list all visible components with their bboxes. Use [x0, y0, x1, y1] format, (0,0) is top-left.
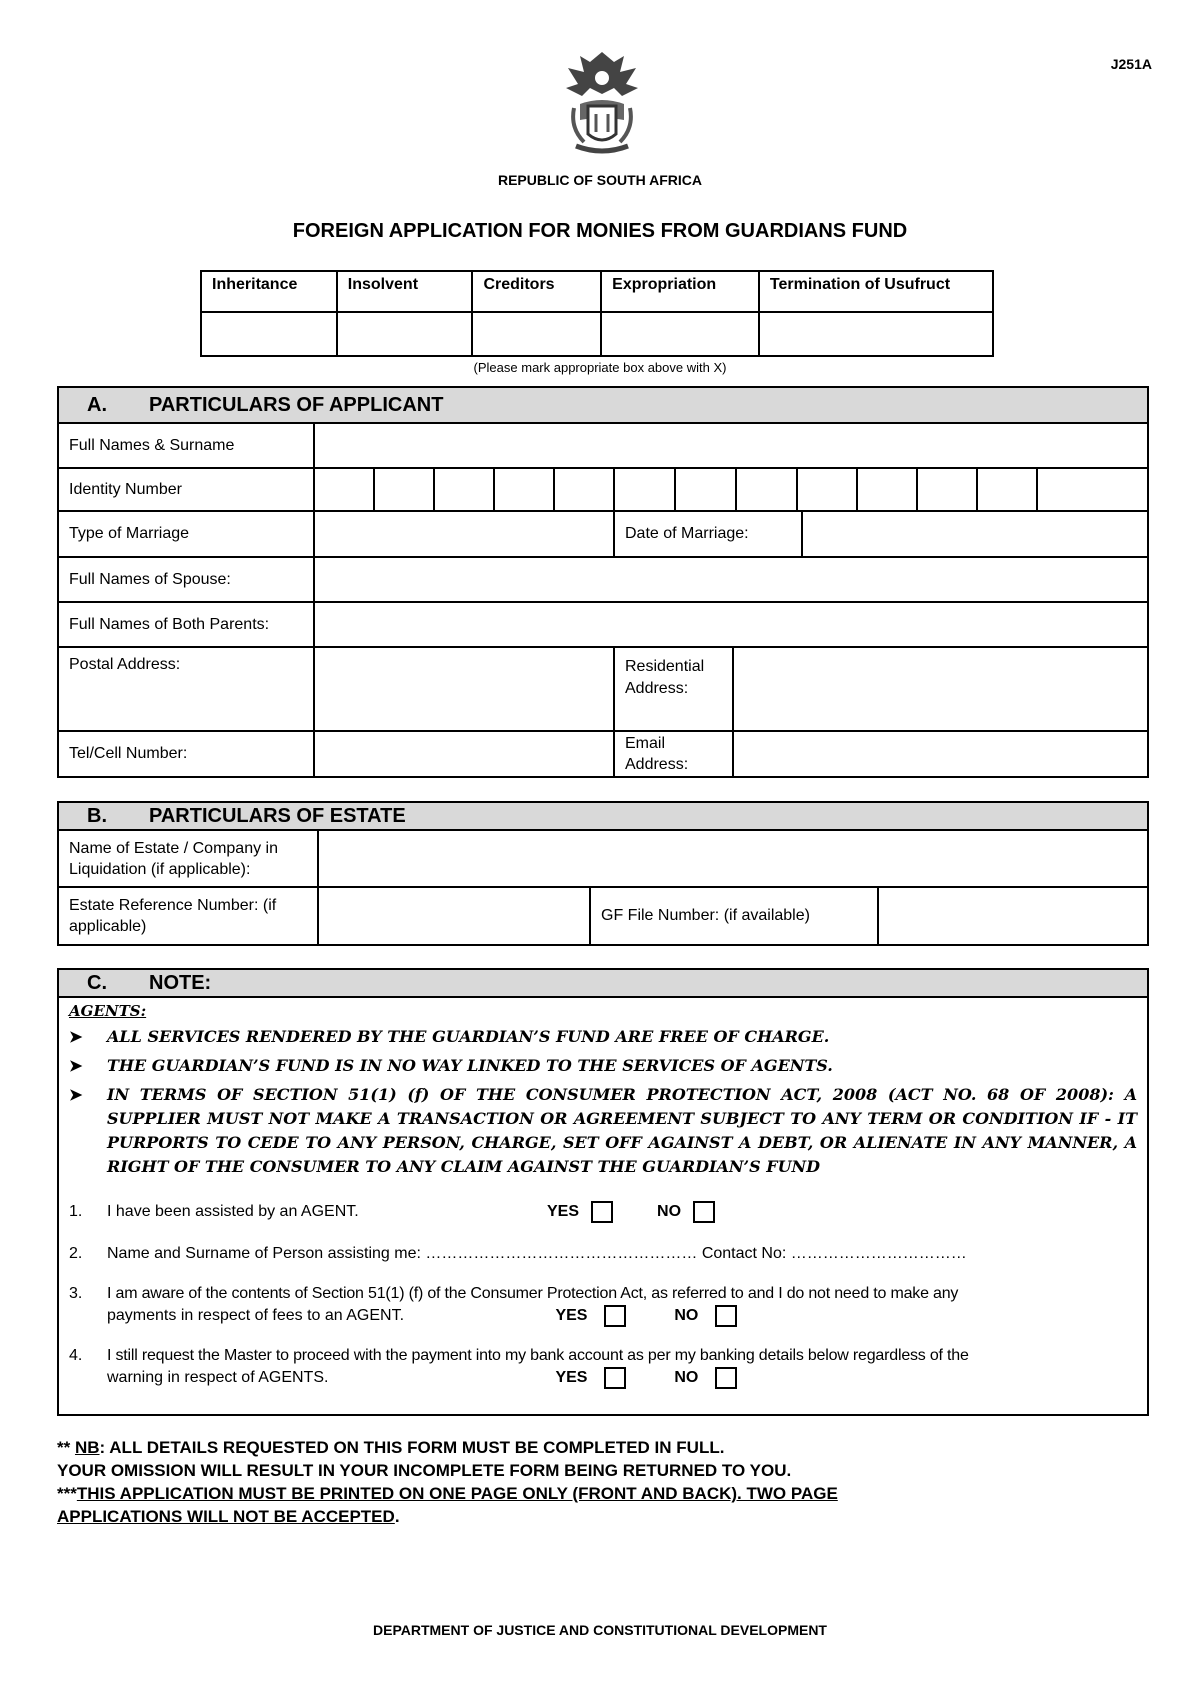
- id-digit-box[interactable]: [375, 469, 435, 510]
- marriage-row: [59, 512, 1147, 558]
- postal-address-label: Postal Address:: [59, 648, 315, 730]
- parents-label: Full Names of Both Parents:: [59, 603, 315, 646]
- question-3: [69, 1283, 1137, 1327]
- id-digit-box[interactable]: [435, 469, 495, 510]
- section-b: [57, 801, 1149, 946]
- question-3-number: 3.: [69, 1285, 83, 1302]
- gf-file-label: GF File Number: (if available): [591, 888, 879, 944]
- q3-yes-checkbox[interactable]: [604, 1305, 626, 1327]
- question-2-text: Name and Surname of Person assisting me: …………………………………………… Contact No: ……………………………: [107, 1245, 967, 1262]
- mark-box-creditors[interactable]: [472, 312, 601, 356]
- spouse-label: Full Names of Spouse:: [59, 558, 315, 601]
- mark-box-expropriation[interactable]: [601, 312, 759, 356]
- id-digit-box[interactable]: [615, 469, 676, 510]
- note-bullet-text: IN TERMS OF SECTION 51(1) (f) OF THE CONSUMER PROTECTION ACT, 2008 (ACT NO. 68 OF 2008): A SUPPLIER MUST NOT MAKE A TRANSACTION OR AGREEMENT SUBJECT TO ANY TERM OR CONDITION IF - IT PURPORTS TO CEDE TO ANY PERSON, CHARGE, SET OFF AGAINST A DEBT, OR ALIENATE IN ANY MANNER, A RIGHT OF THE CONSUMER TO ANY CLAIM AGAINST THE GUARDIAN’S FUND: [107, 1085, 1137, 1176]
- spouse-row: [59, 558, 1147, 603]
- arrow-bullet-icon: ➤: [69, 1056, 83, 1075]
- id-digit-box[interactable]: [918, 469, 978, 510]
- id-digit-box[interactable]: [1038, 469, 1147, 510]
- section-c-title: NOTE:: [149, 971, 212, 994]
- section-b-header: [59, 803, 1147, 831]
- question-1: [69, 1201, 1137, 1223]
- notice-line-3-prefix: ***: [57, 1484, 77, 1503]
- type-of-marriage-field[interactable]: [315, 512, 615, 556]
- mark-box-inheritance[interactable]: [201, 312, 337, 356]
- postal-address-field[interactable]: [315, 648, 615, 730]
- residential-address-label: Residential Address:: [615, 648, 734, 730]
- question-1-text: I have been assisted by an AGENT.: [107, 1203, 359, 1220]
- country-name: REPUBLIC OF SOUTH AFRICA: [497, 172, 703, 188]
- id-digit-box[interactable]: [495, 469, 555, 510]
- address-row: [59, 648, 1147, 732]
- date-of-marriage-label: Date of Marriage:: [615, 512, 803, 556]
- estate-ref-field[interactable]: [319, 888, 591, 944]
- question-4-text-cont: warning in respect of AGENTS.: [107, 1369, 329, 1387]
- notice-line-3: THIS APPLICATION MUST BE PRINTED ON ONE PAGE ONLY (FRONT AND BACK). TWO PAGE: [76, 1484, 838, 1503]
- q1-no-label: NO: [657, 1203, 682, 1220]
- id-digit-box[interactable]: [798, 469, 858, 510]
- note-bullet-text: ALL SERVICES RENDERED BY THE GUARDIAN’S FUND ARE FREE OF CHARGE.: [107, 1027, 830, 1046]
- type-expropriation: Expropriation: [601, 271, 759, 312]
- notice-line-4-end: .: [394, 1507, 400, 1526]
- agents-heading: AGENTS:: [69, 1002, 147, 1020]
- id-digit-box[interactable]: [858, 469, 918, 510]
- question-3-text-cont: payments in respect of fees to an AGENT.: [107, 1307, 405, 1325]
- q3-no-checkbox[interactable]: [715, 1305, 737, 1327]
- id-digit-box[interactable]: [315, 469, 375, 510]
- tel-label: Tel/Cell Number:: [59, 732, 315, 776]
- email-field[interactable]: [734, 732, 1147, 776]
- nb-prefix: **: [57, 1438, 75, 1457]
- mark-box-termination-of-usufruct[interactable]: [759, 312, 993, 356]
- type-insolvent: Insolvent: [337, 271, 473, 312]
- estate-name-field[interactable]: [319, 831, 1147, 886]
- estate-name-label: Name of Estate / Company in Liquidation (if applicable):: [59, 831, 319, 886]
- q1-no-checkbox[interactable]: [693, 1201, 715, 1223]
- section-a-title: PARTICULARS OF APPLICANT: [149, 393, 444, 416]
- contact-row: [59, 732, 1147, 776]
- question-4-number: 4.: [69, 1347, 83, 1365]
- notice-line-2: YOUR OMISSION WILL RESULT IN YOUR INCOMPLETE FORM BEING RETURNED TO YOU.: [57, 1461, 792, 1480]
- note-bullet: [69, 1054, 1137, 1078]
- question-4: [69, 1345, 1137, 1389]
- section-c: [57, 968, 1149, 1416]
- completion-notice: [57, 1436, 838, 1528]
- full-names-field[interactable]: [315, 424, 1147, 467]
- spouse-field[interactable]: [315, 558, 1147, 601]
- form-code: J251A: [1110, 56, 1152, 72]
- question-3-text: I am aware of the contents of Section 51(1) (f) of the Consumer Protection Act, as referred to and I do not need to make any: [107, 1285, 959, 1302]
- note-bullet-text: THE GUARDIAN’S FUND IS IN NO WAY LINKED TO THE SERVICES OF AGENTS.: [107, 1056, 833, 1075]
- section-a-letter: A.: [87, 393, 107, 416]
- arrow-bullet-icon: ➤: [69, 1085, 83, 1104]
- id-digit-box[interactable]: [555, 469, 615, 510]
- id-digit-box[interactable]: [978, 469, 1038, 510]
- department-footer: DEPARTMENT OF JUSTICE AND CONSTITUTIONAL DEVELOPMENT: [373, 1622, 827, 1638]
- type-inheritance: Inheritance: [201, 271, 337, 312]
- nb-text: : ALL DETAILS REQUESTED ON THIS FORM MUST BE COMPLETED IN FULL.: [99, 1438, 725, 1457]
- gf-file-field[interactable]: [879, 888, 1147, 944]
- note-bullet: [69, 1025, 1137, 1049]
- identity-number-label: Identity Number: [59, 469, 315, 510]
- application-type-table: [200, 270, 994, 357]
- full-names-row: [59, 424, 1147, 469]
- email-label: Email Address:: [615, 732, 734, 776]
- arrow-bullet-icon: ➤: [69, 1027, 83, 1046]
- mark-box-insolvent[interactable]: [337, 312, 473, 356]
- residential-address-field[interactable]: [734, 648, 1147, 730]
- section-c-header: [59, 970, 1147, 998]
- full-names-label: Full Names & Surname: [59, 424, 315, 467]
- q3-yes-label: YES: [555, 1307, 588, 1325]
- question-1-number: 1.: [69, 1203, 83, 1220]
- type-termination-of-usufruct: Termination of Usufruct: [759, 271, 993, 312]
- estate-ref-label: Estate Reference Number: (if applicable): [59, 888, 319, 944]
- section-a-header: [59, 388, 1147, 424]
- section-b-title: PARTICULARS OF ESTATE: [149, 804, 406, 827]
- question-2-number: 2.: [69, 1245, 83, 1262]
- section-c-letter: C.: [87, 971, 107, 994]
- q4-yes-label: YES: [555, 1369, 588, 1387]
- identity-number-row: [59, 469, 1147, 512]
- q4-no-checkbox[interactable]: [715, 1367, 737, 1389]
- nb-label: NB: [74, 1438, 100, 1457]
- id-digit-box[interactable]: [676, 469, 737, 510]
- question-4-text: I still request the Master to proceed with the payment into my bank account as per my banking details below regardless of the: [107, 1347, 969, 1365]
- q1-yes-label: YES: [547, 1203, 580, 1220]
- q1-yes-checkbox[interactable]: [591, 1201, 613, 1223]
- type-creditors: Creditors: [472, 271, 601, 312]
- page-title: FOREIGN APPLICATION FOR MONIES FROM GUARDIANS FUND: [292, 220, 908, 242]
- parents-row: [59, 603, 1147, 648]
- tel-field[interactable]: [315, 732, 615, 776]
- date-of-marriage-field[interactable]: [803, 512, 1147, 556]
- section-b-letter: B.: [87, 804, 107, 827]
- q3-no-label: NO: [674, 1307, 699, 1325]
- estate-ref-row: [59, 888, 1147, 944]
- question-2: [69, 1243, 1137, 1265]
- estate-name-row: [59, 831, 1147, 888]
- type-of-marriage-label: Type of Marriage: [59, 512, 315, 556]
- q4-no-label: NO: [674, 1369, 699, 1387]
- section-a: [57, 386, 1149, 778]
- parents-field[interactable]: [315, 603, 1147, 646]
- coat-of-arms-icon: [560, 48, 644, 158]
- mark-instruction: (Please mark appropriate box above with X): [473, 360, 727, 375]
- notice-line-4: APPLICATIONS WILL NOT BE ACCEPTED: [57, 1507, 395, 1526]
- q4-yes-checkbox[interactable]: [604, 1367, 626, 1389]
- id-digit-box[interactable]: [737, 469, 798, 510]
- note-bullet: [69, 1083, 1137, 1179]
